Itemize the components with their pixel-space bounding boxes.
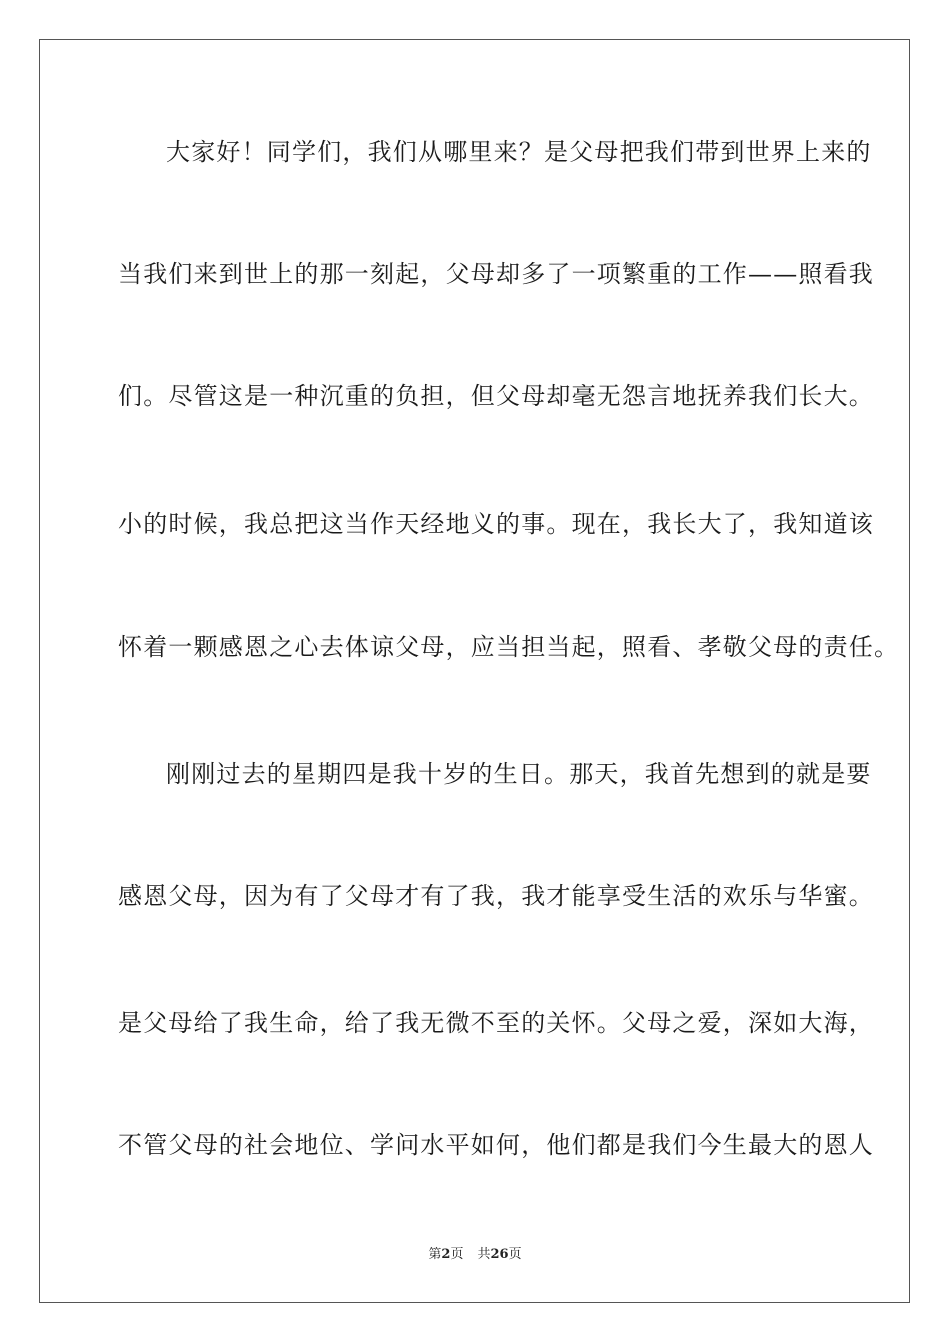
text-line-6: 刚刚过去的星期四是我十岁的生日。那天，我首先想到的就是要 <box>166 760 872 788</box>
page-border <box>39 39 910 1303</box>
total-prefix: 共 <box>477 1247 491 1262</box>
total-suffix: 页 <box>508 1247 522 1262</box>
page-suffix: 页 <box>450 1247 464 1262</box>
page-number: 2 <box>441 1247 451 1262</box>
text-line-2: 当我们来到世上的那一刻起，父母却多了一项繁重的工作——照看我 <box>118 260 874 288</box>
text-line-5: 怀着一颗感恩之心去体谅父母，应当担当起，照看、孝敬父母的责任。 <box>118 633 900 661</box>
page-footer <box>0 1247 950 1263</box>
page-prefix: 第 <box>428 1247 442 1262</box>
text-line-1: 大家好！同学们，我们从哪里来？是父母把我们带到世界上来的 <box>166 138 872 166</box>
total-pages: 26 <box>490 1247 509 1262</box>
text-line-8: 是父母给了我生命，给了我无微不至的关怀。父母之爱，深如大海， <box>118 1009 874 1037</box>
text-line-9: 不管父母的社会地位、学问水平如何，他们都是我们今生最大的恩人 <box>118 1131 874 1159</box>
text-line-4: 小的时候，我总把这当作天经地义的事。现在，我长大了，我知道该 <box>118 510 874 538</box>
text-line-3: 们。尽管这是一种沉重的负担，但父母却毫无怨言地抚养我们长大。 <box>118 382 874 410</box>
text-line-7: 感恩父母，因为有了父母才有了我，我才能享受生活的欢乐与华蜜。 <box>118 882 874 910</box>
